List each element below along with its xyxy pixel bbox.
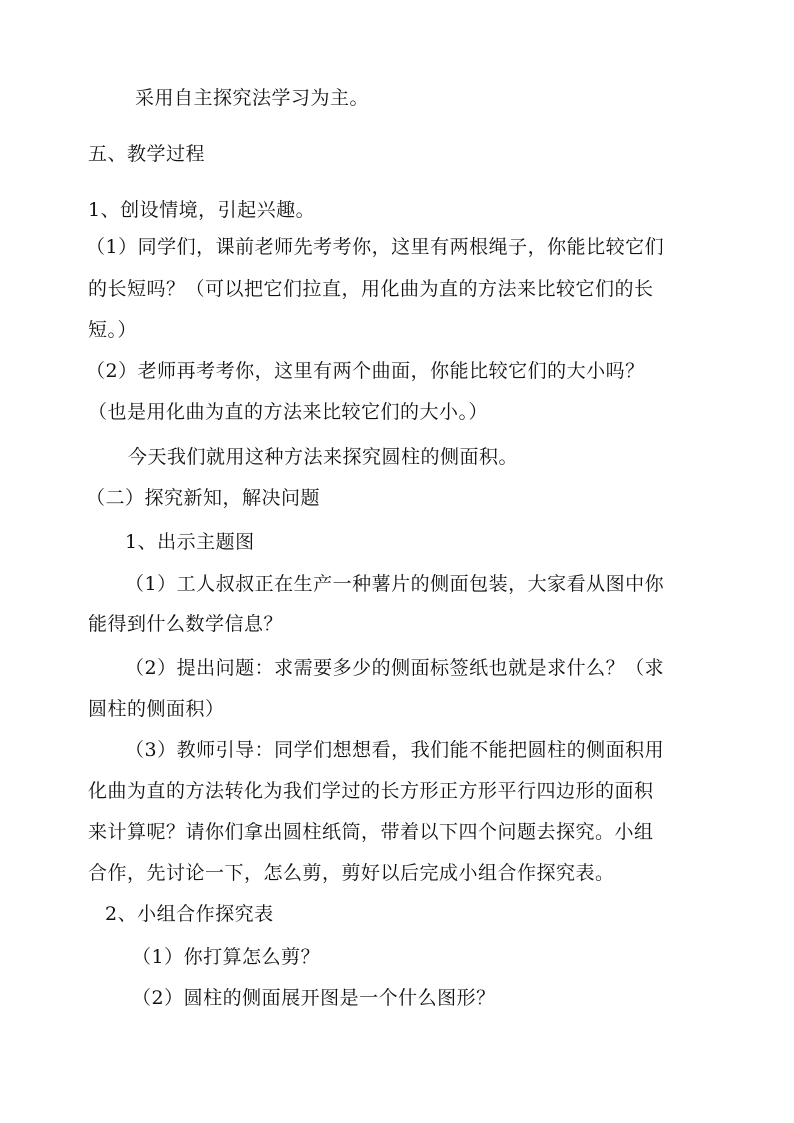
paragraph-line: （2）提出问题：求需要多少的侧面标签纸也就是求什么？（求	[125, 657, 665, 679]
paragraph-line: 短。）	[88, 319, 138, 341]
paragraph-line: 来计算呢？请你们拿出圆柱纸筒，带着以下四个问题去探究。小组	[88, 821, 654, 843]
subheading-explore-new-knowledge: （二）探究新知，解决问题	[86, 487, 321, 509]
subheading-show-theme-picture: 1、出示主题图	[125, 531, 255, 553]
paragraph-line: 化曲为直的方法转化为我们学过的长方形正方形平行四边形的面积	[88, 780, 654, 802]
list-item: （1）你打算怎么剪？	[132, 946, 321, 968]
paragraph-line: 圆柱的侧面积）	[88, 698, 225, 720]
paragraph-line: （3）教师引导：同学们想想看，我们能不能把圆柱的侧面积用	[125, 739, 665, 761]
paragraph-line: （1）同学们，课前老师先考考你，这里有两根绳子，你能比较它们	[86, 236, 665, 258]
paragraph-line: 合作，先讨论一下，怎么剪，剪好以后完成小组合作探究表。	[88, 862, 615, 884]
paragraph-line: （2）老师再考考你，这里有两个曲面，你能比较它们的大小吗？	[86, 360, 645, 382]
list-item: （2）圆柱的侧面展开图是一个什么图形？	[132, 987, 496, 1009]
paragraph-line: 今天我们就用这种方法来探究圆柱的侧面积。	[128, 446, 519, 468]
paragraph-line: （也是用化曲为直的方法来比较它们的大小。）	[88, 401, 489, 423]
paragraph-line: （1）工人叔叔正在生产一种薯片的侧面包装，大家看从图中你	[125, 573, 665, 595]
paragraph-learning-method: 采用自主探究法学习为主。	[135, 87, 370, 109]
section-heading-teaching-process: 五、教学过程	[88, 143, 206, 165]
paragraph-line: 能得到什么数学信息？	[88, 613, 284, 635]
subheading-create-situation: 1、创设情境，引起兴趣。	[88, 199, 316, 221]
paragraph-line: 的长短吗？（可以把它们拉直，用化曲为直的方法来比较它们的长	[88, 278, 654, 300]
subheading-group-exploration-table: 2、小组合作探究表	[105, 903, 274, 925]
